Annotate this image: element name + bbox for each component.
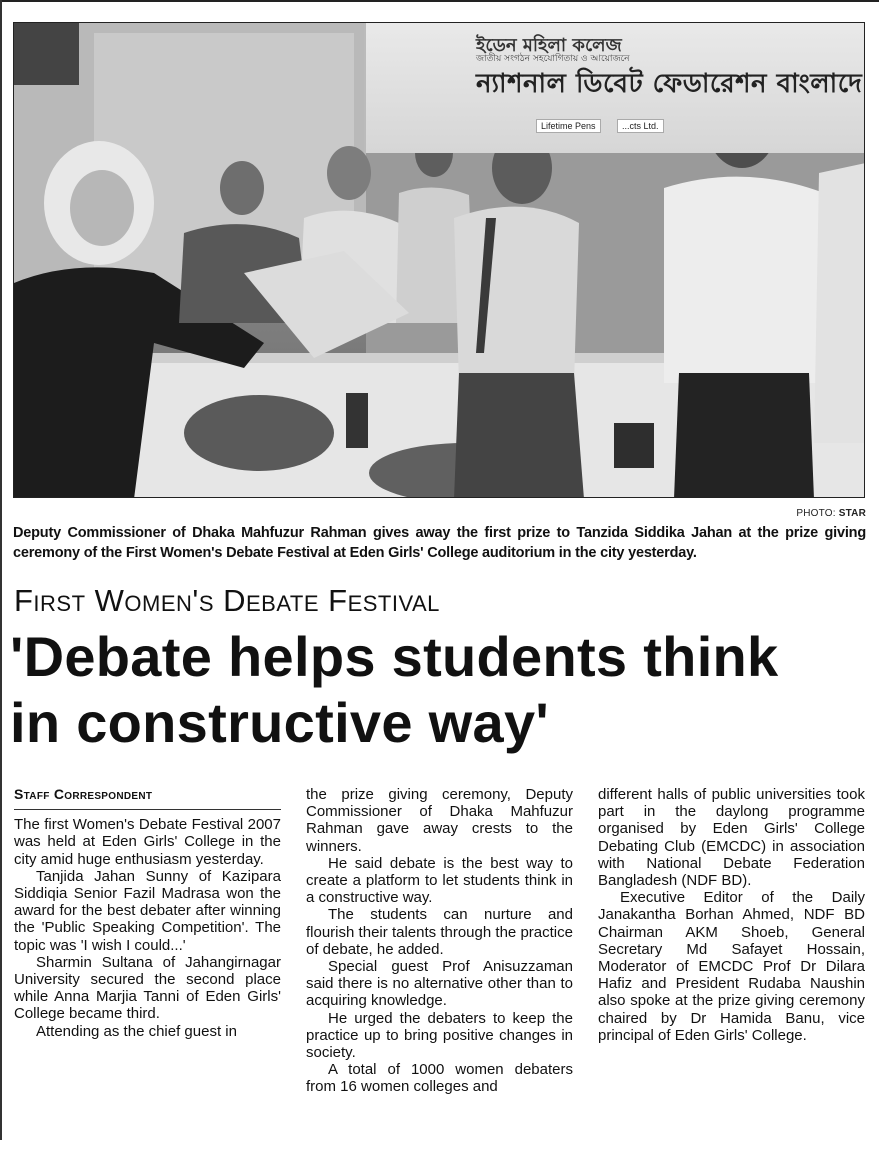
top-rule	[0, 0, 879, 2]
headline-line-2: in constructive way'	[10, 691, 550, 754]
paragraph: The first Women's Debate Festival 2007 was held at Eden Girls' College in the city amid huge enthusiasm yesterday.	[14, 816, 281, 868]
paragraph: the prize giving ceremony, Deputy Commissioner of Dhaka Mahfuzur Rahman gave away crests to the winners.	[306, 786, 573, 855]
paragraph: Executive Editor of the Daily Janakantha Borhan Ahmed, NDF BD Chairman AKM Shoeb, General Secretary Md Safayet Hossain, Moderator of EMCDC Prof Dr Dilara Hafiz and President Rudaba Naushin also spoke at the prize giving ceremony chaired by Dr Hamida Banu, vice principal of Eden Girls' College.	[598, 889, 865, 1044]
caption-text: Deputy Commissioner of Dhaka Mahfuzur Rahman gives away the first prize to Tanzida Siddika Jahan at the prize giving ceremony of the First Women's Debate Festival at Eden Girls' College auditorium in the city yesterday.	[13, 525, 866, 561]
article-column-2	[306, 786, 573, 1096]
kicker: First Women's Debate Festival	[14, 583, 440, 618]
headline-line-1: 'Debate helps students think	[10, 625, 779, 688]
paragraph: Tanjida Jahan Sunny of Kazipara Siddiqia Senior Fazil Madrasa won the award for the best debater after winning the 'Public Speaking Competition'. The topic was 'I wish I could...'	[14, 867, 281, 954]
news-photo	[13, 22, 865, 498]
left-rule	[0, 0, 2, 1140]
paragraph: The students can nurture and flourish their talents through the practice of debate, he added.	[306, 906, 573, 958]
photo-credit-source: STAR	[838, 508, 866, 519]
background-banner	[364, 23, 865, 153]
photo-caption	[13, 523, 866, 563]
headline	[10, 624, 870, 756]
paragraph: He urged the debaters to keep the practice up to bring positive changes in society.	[306, 1009, 573, 1062]
banner-tiny-line: জাতীয় সংগঠন সহযোগিতায় ও আয়োজনে	[476, 54, 630, 64]
paragraph: Sharmin Sultana of Jahangirnagar University secured the second place while Anna Marjia Tanni of Eden Girls' College became third.	[14, 953, 281, 1023]
photo-credit	[796, 508, 866, 519]
photo-credit-label: PHOTO:	[796, 508, 839, 519]
paragraph: He said debate is the best way to create a platform to let students think in a constructive way.	[306, 854, 573, 907]
paragraph: different halls of public universities took part in the daylong programme organised by Eden Girls' College Debating Club (EMCDC) in association with National Debate Federation Bangladesh (NDF BD).	[598, 786, 865, 890]
paragraph: A total of 1000 women debaters from 16 women colleges and	[306, 1061, 573, 1096]
banner-text: ন্যাশনাল ডিবেট ফেডারেশন বাংলাদে	[476, 69, 863, 99]
banner-sponsors	[536, 119, 678, 133]
paragraph: Attending as the chief guest in	[36, 1022, 237, 1040]
article-column-3	[598, 786, 865, 1044]
article-column-1	[14, 786, 281, 1040]
banner-small-line: ইডেন মহিলা কলেজ	[476, 35, 622, 56]
sponsor-logo: Lifetime Pens	[536, 119, 601, 133]
byline: Staff Correspondent	[14, 786, 281, 810]
sponsor-logo: ...cts Ltd.	[617, 119, 664, 133]
paragraph: Special guest Prof Anisuzzaman said there is no alternative other than to acquiring knowledge.	[306, 958, 573, 1010]
